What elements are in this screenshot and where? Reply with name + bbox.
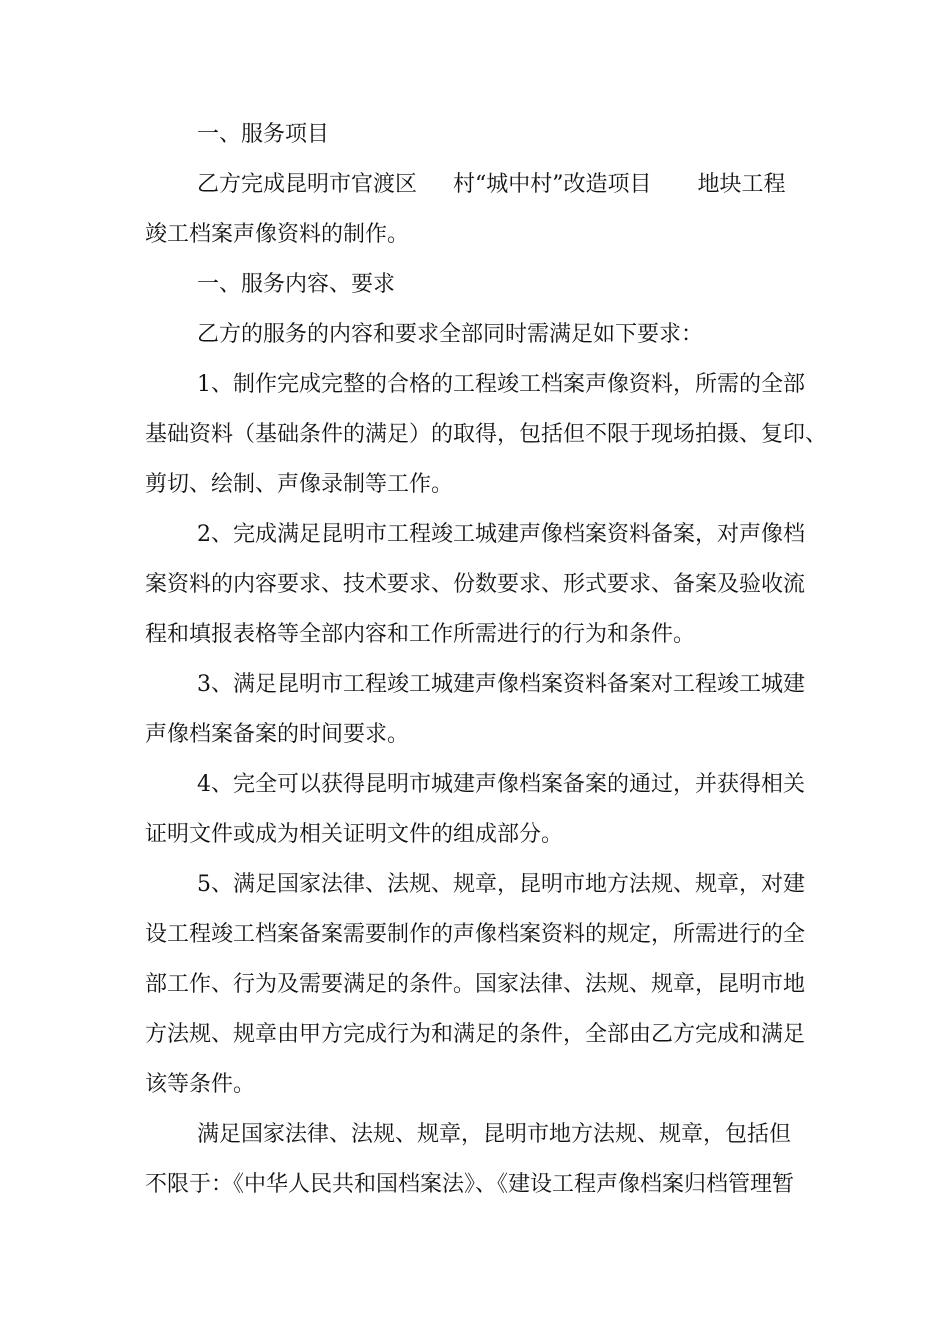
section-heading-service-content: 一、服务内容、要求 — [197, 272, 396, 297]
list-item-2: 2、完成满足昆明市工程竣工城建声像档案资料备案，对声像档 案资料的内容要求、技术要求、份数要求、形式要求、备案及验收流 程和填报表格等全部内容和工作所需进行的行为和条件。 — [145, 522, 806, 647]
paragraph-intro: 乙方的服务的内容和要求全部同时需满足如下要求： — [197, 322, 704, 347]
paragraph-closing: 满足国家法律、法规、规章，昆明市地方法规、规章，包括但 不限于：《中华人民共和国档案法》、《建设工程声像档案归档管理暂 — [145, 1122, 795, 1197]
section-heading-service-items: 一、服务项目 — [197, 122, 330, 147]
list-item-5: 5、满足国家法律、法规、规章，昆明市地方法规、规章，对建 设工程竣工档案备案需要制作的声像档案资料的规定，所需进行的全 部工作、行为及需要满足的条件。国家法律、法规、规章，昆明市地 方法规、规章由甲方完成行为和满足的条件，全部由乙方完成和满足 该等条件。 — [145, 872, 806, 1097]
list-item-1: 1、制作完成完整的合格的工程竣工档案声像资料，所需的全部 基础资料（基础条件的满足）的取得，包括但不限于现场拍摄、复印、 剪切、绘制、声像录制等工作。 — [145, 372, 828, 497]
paragraph-service-project: 乙方完成昆明市官渡区 村“城中村”改造项目 地块工程 竣工档案声像资料的制作。 — [145, 172, 786, 247]
list-item-4: 4、完全可以获得昆明市城建声像档案备案的通过，并获得相关 证明文件或成为相关证明文件的组成部分。 — [145, 772, 805, 847]
list-item-3: 3、满足昆明市工程竣工城建声像档案资料备案对工程竣工城建 声像档案备案的时间要求。 — [145, 672, 805, 747]
